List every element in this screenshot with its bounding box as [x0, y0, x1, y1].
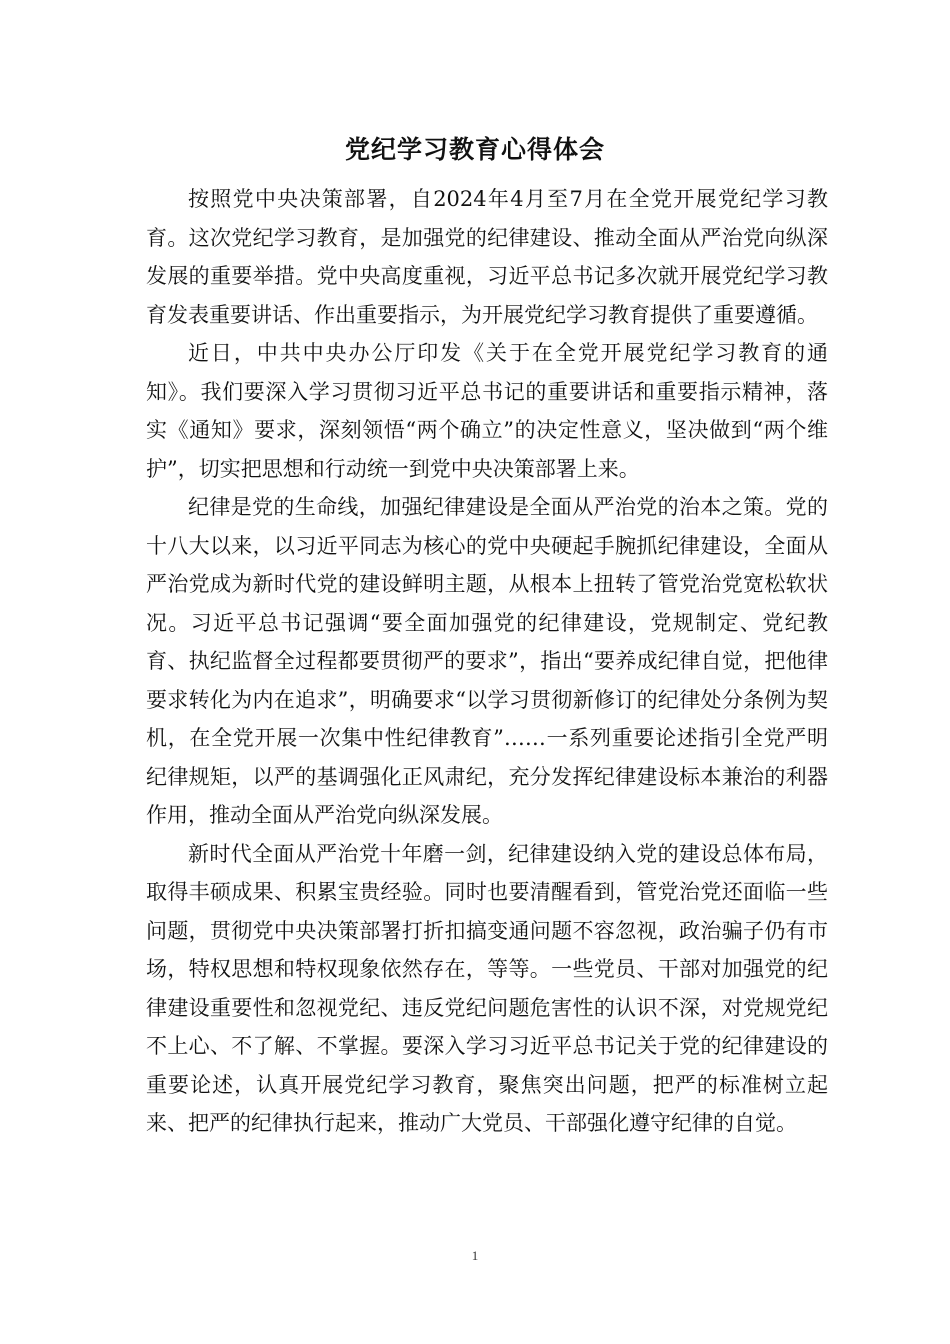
- paragraph-4: 新时代全面从严治党十年磨一剑，纪律建设纳入党的建设总体布局，取得丰硕成果、积累宝贵经验。同时也要清醒看到，管党治党还面临一些问题，贯彻党中央决策部署打折扣搞变通问题不容忽视，政治骗子仍有市场，特权思想和特权现象依然存在，等等。一些党员、干部对加强党的纪律建设重要性和忽视党纪、违反党纪问题危害性的认识不深，对党规党纪不上心、不了解、不掌握。要深入学习习近平总书记关于党的纪律建设的重要论述，认真开展党纪学习教育，聚焦突出问题，把严的标准树立起来、把严的纪律执行起来，推动广大党员、干部强化遵守纪律的自觉。: [146, 841, 828, 1135]
- paragraph-3: 纪律是党的生命线，加强纪律建设是全面从严治党的治本之策。党的十八大以来，以习近平同志为核心的党中央硬起手腕抓纪律建设，全面从严治党成为新时代党的建设鲜明主题，从根本上扭转了管党治党宽松软状况。习近平总书记强调“要全面加强党的纪律建设，党规制定、党纪教育、执纪监督全过程都要贯彻严的要求”，指出“要养成纪律自觉，把他律要求转化为内在追求”，明确要求“以学习贯彻新修订的纪律处分条例为契机，在全党开展一次集中性纪律教育”……一系列重要论述指引全党严明纪律规矩，以严的基调强化正风肃纪，充分发挥纪律建设标本兼治的利器作用，推动全面从严治党向纵深发展。: [146, 495, 828, 827]
- page-number: 1: [471, 1248, 479, 1263]
- paragraph-2: 近日，中共中央办公厅印发《关于在全党开展党纪学习教育的通知》。我们要深入学习贯彻习近平总书记的重要讲话和重要指示精神，落实《通知》要求，深刻领悟“两个确立”的决定性意义，坚决做到“两个维护”，切实把思想和行动统一到党中央决策部署上来。: [146, 341, 828, 481]
- paragraph-1: 按照党中央决策部署，自2024年4月至7月在全党开展党纪学习教育。这次党纪学习教育，是加强党的纪律建设、推动全面从严治党向纵深发展的重要举措。党中央高度重视，习近平总书记多次就开展党纪学习教育发表重要讲话、作出重要指示，为开展党纪学习教育提供了重要遵循。: [146, 187, 828, 327]
- document-title: 党纪学习教育心得体会: [344, 135, 605, 164]
- document-body: [146, 180, 828, 1143]
